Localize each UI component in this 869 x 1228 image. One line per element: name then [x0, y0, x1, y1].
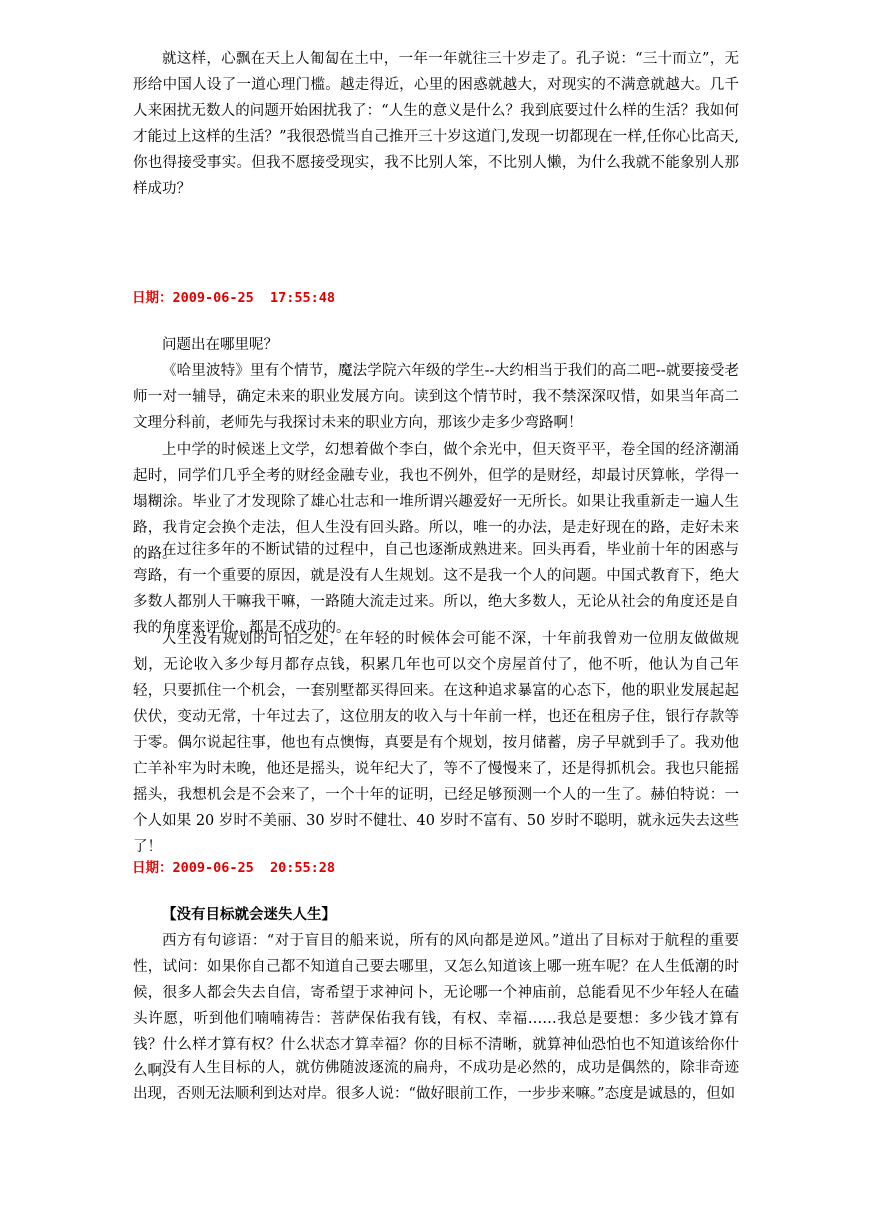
- paragraph: 没有人生目标的人，就仿佛随波逐流的扁舟，不成功是必然的，成功是偶然的，除非奇迹出现，否则无法顺利到达对岸。很多人说：“做好眼前工作，一步步来嘛。”态度是诚恳的，但如: [133, 1060, 739, 1102]
- entry-date: 日期：2009-06-25 17:55:48: [132, 290, 336, 306]
- paragraph: 在过往多年的不断试错的过程中，自己也逐渐成熟进来。回头再看，毕业前十年的困惑与弯路，有一个重要的原因，就是没有人生规划。这不是我一个人的问题。中国式教育下，绝大多数人都别人干嘛我干嘛，一路随大流走过来。所以，绝大多数人，无论从社会的角度还是自我的角度来评价，都是不成功的。: [133, 542, 739, 636]
- section-heading: 【没有目标就会迷失人生】: [162, 906, 336, 923]
- entry-date: 日期：2009-06-25 20:55:28: [132, 860, 336, 876]
- paragraph: 上中学的时候迷上文学，幻想着做个李白，做个余光中，但天资平平，卷全国的经济潮涌起时，同学们几乎全考的财经金融专业，我也不例外，但学的是财经，却最讨厌算帐，学得一塌糊涂。毕业了才发现除了雄心壮志和一堆所谓兴趣爱好一无所长。如果让我重新走一遍人生路，我肯定会换个走法，但人生没有回头路。所以，唯一的办法，是走好现在的路，走好未来的路。: [133, 442, 739, 562]
- paragraph: 人生没有规划的可怕之处，在年轻的时候体会可能不深，十年前我曾劝一位朋友做做规划，无论收入多少每月都存点钱，积累几年也可以交个房屋首付了，他不听，他认为自己年轻，只要抓住一个机会，一套别墅都买得回来。在这种追求暴富的心态下，他的职业发展起起伏伏，变动无常，十年过去了，这位朋友的收入与十年前一样，也还在租房子住，银行存款等于零。偶尔说起往事，他也有点懊悔，真要是有个规划，按月储蓄，房子早就到手了。我劝他亡羊补牢为时未晚，他还是摇头，说年纪大了，等不了慢慢来了，还是得抓机会。我也只能摇摇头，我想机会是不会来了，一个十年的证明，已经足够预测一个人的一生了。赫伯特说：一个人如果 20 岁时不美丽、30 岁时不健壮、40 岁时不富有、50 岁时不聪明，就永远失去这些了！: [133, 631, 739, 855]
- paragraph: 西方有句谚语：“对于盲目的船来说，所有的风向都是逆风。”道出了目标对于航程的重要性，试问：如果你自己都不知道自己要去哪里，又怎么知道该上哪一班车呢？在人生低潮的时候，很多人都会失去自信，寄希望于求神问卜，无论哪一个神庙前，总能看见不少年轻人在磕头许愿，听到他们喃喃祷告：菩萨保佑我有钱，有权、幸福……我总是要想：多少钱才算有钱？什么样才算有权？什么状态才算幸福？你的目标不清晰，就算神仙恐怕也不知道该给你什么啊。: [133, 933, 739, 1079]
- paragraph: 《哈里波特》里有个情节，魔法学院六年级的学生--大约相当于我们的高二吧--就要接受老师一对一辅导，确定未来的职业发展方向。读到这个情节时，我不禁深深叹惜，如果当年高二文理分科前，老师先与我探讨未来的职业方向，那该少走多少弯路啊！: [133, 363, 739, 431]
- paragraph: 就这样，心飘在天上人匍匐在土中，一年一年就往三十岁走了。孔子说：“三十而立”，无形给中国人设了一道心理门槛。越走得近，心里的困惑就越大，对现实的不满意就越大。几千人来困扰无数人的问题开始困扰我了：“人生的意义是什么？我到底要过什么样的生活？我如何才能过上这样的生活？”我很恐慌当自己推开三十岁这道门,发现一切都现在一样,任你心比高天,你也得接受事实。但我不愿接受现实，我不比别人笨，不比别人懒，为什么我就不能象别人那样成功？: [133, 51, 739, 197]
- paragraph: 问题出在哪里呢？: [162, 337, 278, 353]
